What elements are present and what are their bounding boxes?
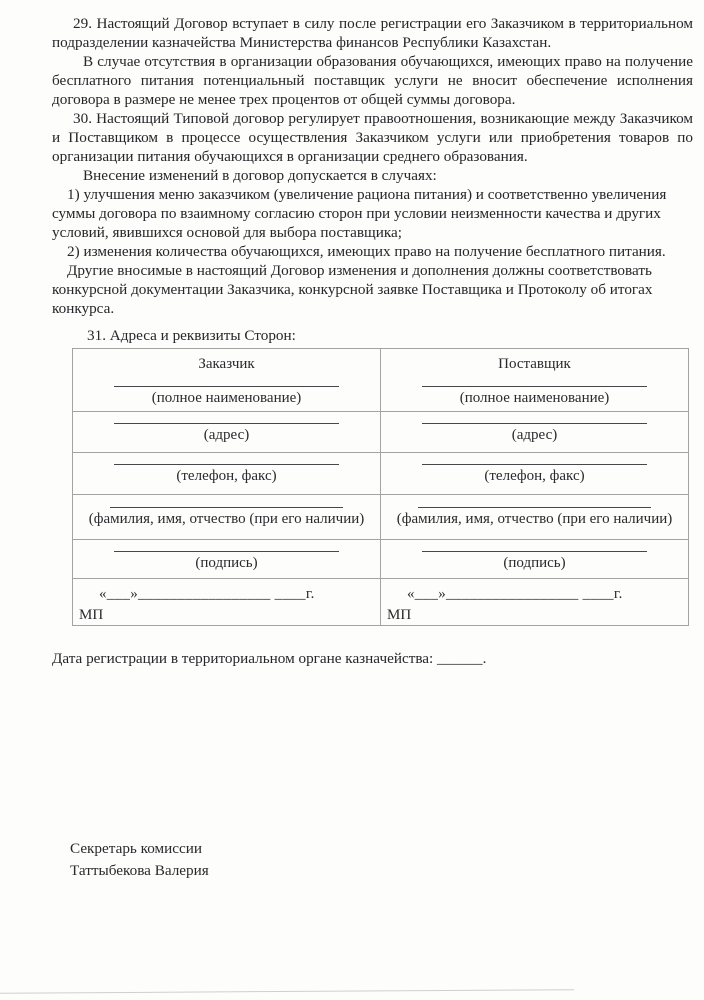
clause-30: 30. Настоящий Типовой договор регулирует правоотношения, возникающие между Заказчиком и Поставщиком в процессе осуществления Заказчиком услуги или приобретения товаров по организации питания обучающихся в организации среднего образования. [52, 110, 693, 165]
full-name-caption: (полное наименование) [151, 390, 302, 406]
blank-underline [422, 423, 647, 424]
customer-person-cell [73, 495, 381, 540]
blank-underline [110, 507, 343, 508]
clause-29: 29. Настоящий Договор вступает в силу после регистрации его Заказчиком в территориальном подразделении казначейства Министерства финансов Республики Казахстан. [52, 15, 693, 51]
blank-underline [422, 386, 647, 387]
blank-underline [418, 507, 651, 508]
table-row-address [73, 412, 689, 453]
supplier-name-cell [381, 349, 689, 412]
registration-line: Дата регистрации в территориальном органе казначейства: ______. [52, 650, 487, 667]
stamp-mark: МП [79, 607, 104, 623]
person-name-caption: (фамилия, имя, отчество (при его наличии) [396, 511, 673, 527]
blank-underline [422, 551, 647, 552]
table-row-signature [73, 540, 689, 579]
customer-address-cell [73, 412, 381, 453]
other-changes-paragraph: Другие вносимые в настоящий Договор изменения и дополнения должны соответствовать конкурсной документации Заказчика, конкурсной заявке Поставщика и Протоколу об итогах конкурса. [52, 262, 653, 317]
customer-date-stamp-cell [73, 579, 381, 626]
clause-no-students: В случае отсутствия в организации образования обучающихся, имеющих право на получение бесплатного питания потенциальный поставщик услуги не вносит обеспечение исполнения договора в размере не менее трех процентов от общей суммы договора. [52, 53, 693, 108]
amendment-item-1: 1) улучшения меню заказчиком (увеличение рациона питания) и соответственно увеличения суммы договора по взаимному согласию сторон при условии неизменности качества и других условий, явившихся основой для выбора поставщика; [52, 186, 667, 241]
blank-underline [114, 386, 339, 387]
section-31-title: 31. Адреса и реквизиты Сторон: [87, 327, 296, 344]
blank-underline [114, 464, 339, 465]
supplier-signature-cell [381, 540, 689, 579]
supplier-person-cell [381, 495, 689, 540]
customer-phone-cell [73, 453, 381, 495]
signatory-name: Таттыбекова Валерия [70, 861, 209, 879]
table-row-full-name-person [73, 495, 689, 540]
full-name-caption: (полное наименование) [459, 390, 610, 406]
amendment-item-2: 2) изменения количества обучающихся, имеющих право на получение бесплатного питания. [67, 243, 666, 260]
phone-fax-caption: (телефон, факс) [176, 468, 277, 484]
supplier-address-cell [381, 412, 689, 453]
blank-underline [114, 551, 339, 552]
amendments-intro: Внесение изменений в договор допускается в случаях: [83, 167, 437, 184]
table-row-phone-fax [73, 453, 689, 495]
supplier-header: Поставщик [498, 356, 571, 372]
blank-underline [422, 464, 647, 465]
address-caption: (адрес) [511, 427, 558, 443]
customer-name-cell [73, 349, 381, 412]
signature-block [70, 838, 209, 881]
date-blank-line: «___»_________________ ____г. [407, 586, 623, 602]
signature-caption: (подпись) [503, 555, 566, 571]
table-row-date-stamp [73, 579, 689, 626]
requisites-table [72, 348, 689, 626]
blank-underline [114, 423, 339, 424]
scan-paper-edge-line [0, 989, 574, 994]
date-blank-line: «___»_________________ ____г. [99, 586, 315, 602]
supplier-phone-cell [381, 453, 689, 495]
address-caption: (адрес) [203, 427, 250, 443]
table-row-party-name [73, 349, 689, 412]
customer-signature-cell [73, 540, 381, 579]
phone-fax-caption: (телефон, факс) [484, 468, 585, 484]
signatory-role: Секретарь комиссии [70, 840, 203, 857]
person-name-caption: (фамилия, имя, отчество (при его наличии) [88, 511, 365, 527]
supplier-date-stamp-cell [381, 579, 689, 626]
customer-header: Заказчик [198, 356, 255, 372]
stamp-mark: МП [387, 607, 412, 623]
signature-caption: (подпись) [195, 555, 258, 571]
